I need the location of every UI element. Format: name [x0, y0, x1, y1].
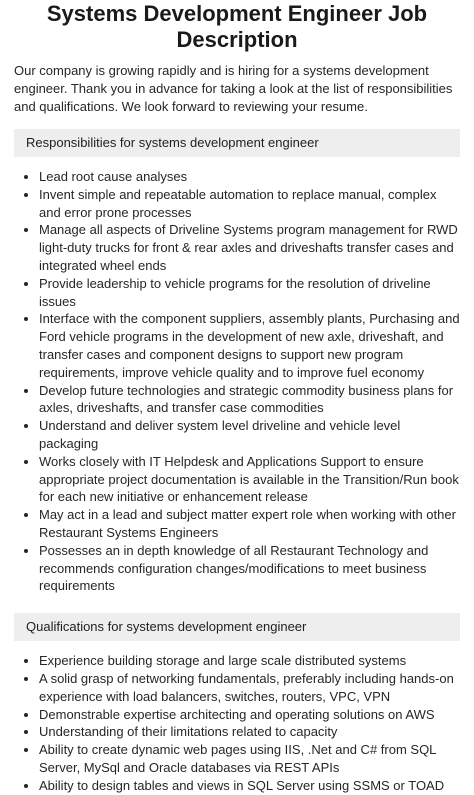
qualifications-list — [14, 652, 460, 794]
list-item: • Develop future technologies and strategic commodity business plans for axles, driveshafts, and transfer case commodities — [39, 382, 460, 418]
list-item: • Works closely with IT Helpdesk and Applications Support to ensure appropriate project documentation is available in the Transition/Run book for each new initiative or enhancement release — [39, 453, 460, 506]
responsibilities-header: Responsibilities for systems development engineer — [14, 129, 460, 157]
list-item: • Invent simple and repeatable automation to replace manual, complex and error prone processes — [39, 186, 460, 222]
list-item: • May act in a lead and subject matter expert role when working with other Restaurant Systems Engineers — [39, 506, 460, 542]
list-item: • Understanding of their limitations related to capacity — [39, 723, 460, 741]
list-item: • Experience building storage and large scale distributed systems — [39, 652, 460, 670]
page-title-line2: Description — [176, 27, 298, 52]
list-item: • Interface with the component suppliers, assembly plants, Purchasing and Ford vehicle programs in the development of new axle, driveshaft, and transfer cases and component designs to support new program requirements, improve vehicle quality and to improve fuel economy — [39, 310, 460, 381]
list-item: • Possesses an in depth knowledge of all Restaurant Technology and recommends configuration changes/modifications to meet business requirements — [39, 542, 460, 595]
list-item: • Understand and deliver system level driveline and vehicle level packaging — [39, 417, 460, 453]
list-item: • A solid grasp of networking fundamentals, preferably including hands-on experience with load balancers, switches, routers, VPC, VPN — [39, 670, 460, 706]
list-item: • Ability to design tables and views in SQL Server using SSMS or TOAD — [39, 777, 460, 795]
qualifications-header: Qualifications for systems development engineer — [14, 613, 460, 641]
page-title-line1: Systems Development Engineer Job — [46, 1, 428, 26]
list-item: • Provide leadership to vehicle programs for the resolution of driveline issues — [39, 275, 460, 311]
responsibilities-list — [14, 168, 460, 595]
list-item: • Manage all aspects of Driveline Systems program management for RWD light-duty trucks for front & rear axles and driveshafts transfer cases and integrated wheel ends — [39, 221, 460, 274]
list-item: • Lead root cause analyses — [39, 168, 460, 186]
list-item: • Demonstrable expertise architecting and operating solutions on AWS — [39, 706, 460, 724]
page-title — [14, 0, 460, 53]
intro-paragraph: Our company is growing rapidly and is hiring for a systems development engineer. Thank you in advance for taking a look at the list of responsibilities and qualifications. We look forward to reviewing your resume. — [14, 63, 453, 114]
list-item: • Ability to create dynamic web pages using IIS, .Net and C# from SQL Server, MySql and Oracle databases via REST APIs — [39, 741, 460, 777]
